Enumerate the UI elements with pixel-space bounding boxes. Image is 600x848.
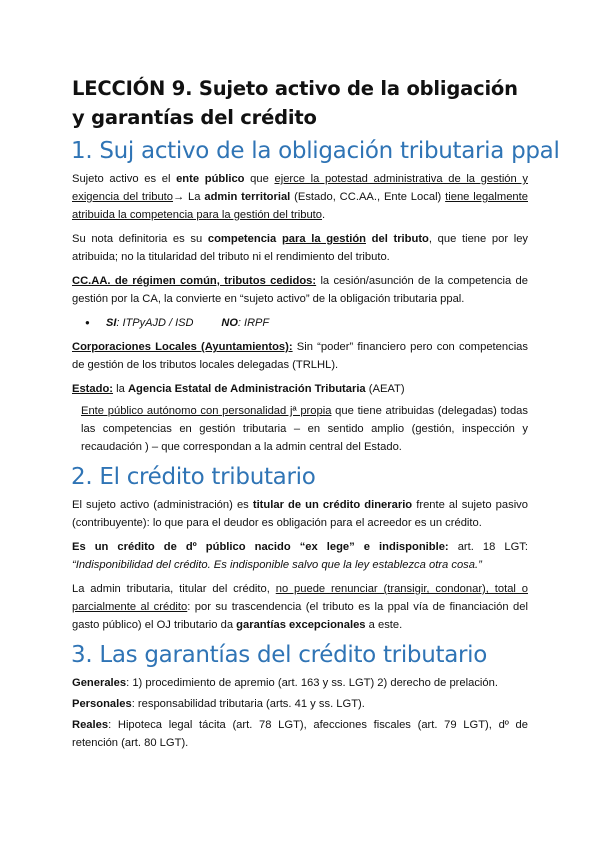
section-1-heading: 1. Suj activo de la obligación tributaria ppal	[71, 138, 560, 164]
cesion-bullet-list	[72, 314, 528, 332]
s1-paragraph-3: CC.AA. de régimen común, tributos cedidos: la cesión/asunción de la competencia de gestión por la CA, la convierte en “sujeto activo” de la obligación tributaria ppal.	[72, 275, 528, 305]
s1-paragraph-5: Estado: la Agencia Estatal de Administración Tributaria (AEAT)	[72, 383, 405, 395]
section-3-heading: 3. Las garantías del crédito tributario	[71, 642, 488, 668]
s1-paragraph-1: Sujeto activo es el ente público que ejerce la potestad administrativa de la gestión y exigencia del tributo→ La admin territorial (Estado, CC.AA., Ente Local) tiene legalmente atribuida la competencia para la gestión del tributo.	[72, 173, 528, 221]
s2-paragraph-1: El sujeto activo (administración) es titular de un crédito dinerario frente al sujeto pasivo (contribuyente): lo que para el deudor es obligación para el acreedor es un crédito.	[72, 499, 528, 529]
s1-paragraph-2: Su nota definitoria es su competencia para la gestión del tributo, que tiene por ley atribuida; no la titularidad del tributo ni el rendimiento del tributo.	[72, 233, 529, 263]
section-2-heading: 2. El crédito tributario	[71, 464, 316, 490]
s2-paragraph-3: La admin tributaria, titular del crédito, no puede renunciar (transigir, condonar), total o parcialmente al crédito: por su trascendencia (el tributo es la ppal vía de financiación del gasto público) el OJ tributario da garantías excepcionales a este.	[72, 583, 528, 631]
s2-paragraph-2: Es un crédito de dº público nacido “ex lege” e indisponible: art. 18 LGT: “Indisponibilidad del crédito. Es indisponible salvo que la ley establezca otra cosa.”	[72, 541, 528, 571]
s3-paragraph-3: Reales: Hipoteca legal tácita (art. 78 LGT), afecciones fiscales (art. 79 LGT), dº de retención (art. 80 LGT).	[72, 719, 528, 749]
s1-paragraph-6: Ente público autónomo con personalidad jª propia que tiene atribuidas (delegadas) todas las competencias en gestión tributaria – en sentido amplio (gestión, inspección y recaudación ) – que correspondan a la admin central del Estado.	[81, 405, 528, 453]
s1-paragraph-4: Corporaciones Locales (Ayuntamientos): Sin “poder” financiero pero con competencias de gestión de los tributos locales delegadas (TRLHL).	[72, 341, 528, 371]
list-item: ● SI: ITPyAJD / ISD NO: IRPF	[72, 314, 528, 332]
s3-paragraph-1: Generales: 1) procedimiento de apremio (art. 163 y ss. LGT) 2) derecho de prelación.	[72, 677, 498, 689]
page-title: LECCIÓN 9. Sujeto activo de la obligación y garantías del crédito	[72, 77, 518, 129]
s3-paragraph-2: Personales: responsabilidad tributaria (arts. 41 y ss. LGT).	[72, 698, 365, 710]
